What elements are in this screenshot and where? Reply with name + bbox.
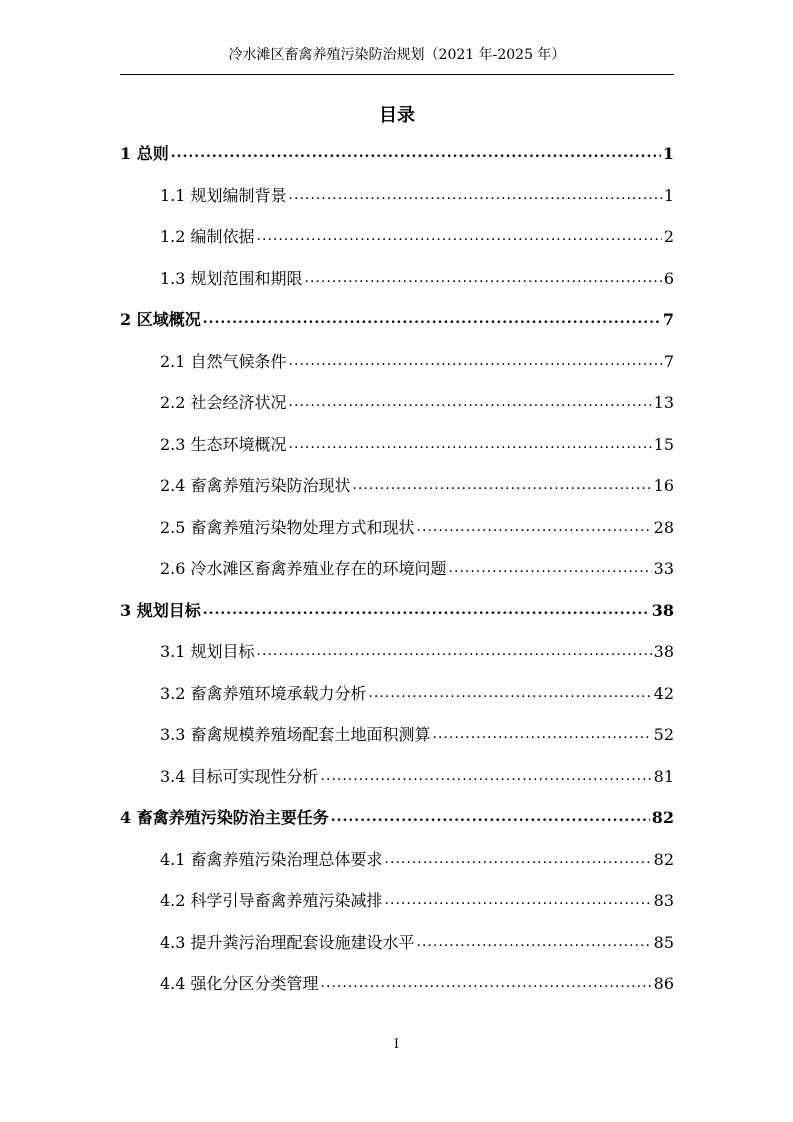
toc-entry-label: 4.2 科学引导畜禽养殖污染减排	[160, 891, 383, 910]
toc-entry-page: 6	[663, 269, 674, 288]
toc-entry-label: 2.2 社会经济状况	[160, 393, 287, 412]
toc-section-entry[interactable]	[160, 516, 674, 540]
toc-dot-leader	[171, 141, 661, 165]
toc-dot-leader	[203, 598, 650, 622]
toc-entry-label: 1 总则	[120, 144, 169, 163]
toc-dot-leader	[289, 390, 652, 414]
toc-entry-page: 7	[663, 352, 674, 371]
toc-entry-label: 3.1 规划目标	[160, 642, 255, 661]
toc-section-entry[interactable]	[160, 184, 674, 208]
toc-entry-page: 82	[653, 850, 674, 869]
toc-dot-leader	[353, 473, 652, 497]
toc-section-entry[interactable]	[160, 474, 674, 498]
toc-entry-label: 2.1 自然气候条件	[160, 352, 287, 371]
toc-entry-label: 2 区域概况	[120, 310, 201, 329]
toc-section-entry[interactable]	[160, 433, 674, 457]
toc-chapter-entry[interactable]	[120, 308, 674, 332]
toc-dot-leader	[257, 639, 652, 663]
toc-entry-page: 13	[653, 393, 674, 412]
toc-dot-leader	[289, 183, 662, 207]
toc-dot-leader	[321, 971, 652, 995]
toc-entry-page: 1	[662, 144, 674, 163]
toc-entry-label: 1.3 规划范围和期限	[160, 269, 303, 288]
toc-section-entry[interactable]	[160, 765, 674, 789]
toc-chapter-entry[interactable]	[120, 806, 674, 830]
toc-entry-page: 1	[663, 186, 674, 205]
toc-section-entry[interactable]	[160, 682, 674, 706]
toc-dot-leader	[203, 307, 661, 331]
toc-section-entry[interactable]	[160, 848, 674, 872]
toc-entry-label: 4.3 提升粪污治理配套设施建设水平	[160, 933, 415, 952]
toc-dot-leader	[433, 722, 652, 746]
toc-section-entry[interactable]	[160, 723, 674, 747]
toc-entry-label: 3 规划目标	[120, 601, 201, 620]
toc-dot-leader	[385, 847, 652, 871]
toc-entry-label: 3.3 畜禽规模养殖场配套土地面积测算	[160, 725, 431, 744]
toc-dot-leader	[449, 556, 652, 580]
toc-entry-page: 81	[653, 767, 674, 786]
toc-dot-leader	[257, 224, 662, 248]
toc-dot-leader	[331, 805, 650, 829]
toc-dot-leader	[417, 515, 652, 539]
toc-entry-label: 2.5 畜禽养殖污染物处理方式和现状	[160, 518, 415, 537]
toc-entry-label: 1.2 编制依据	[160, 227, 255, 246]
toc-entry-page: 42	[653, 684, 674, 703]
toc-dot-leader	[417, 930, 652, 954]
toc-dot-leader	[289, 349, 662, 373]
toc-section-entry[interactable]	[160, 557, 674, 581]
toc-entry-label: 1.1 规划编制背景	[160, 186, 287, 205]
header-rule	[120, 74, 674, 75]
toc-entry-page: 38	[653, 642, 674, 661]
toc-dot-leader	[369, 681, 652, 705]
toc-entry-page: 7	[662, 310, 674, 329]
toc-entry-page: 83	[653, 891, 674, 910]
toc-dot-leader	[289, 432, 652, 456]
toc-entry-label: 2.4 畜禽养殖污染防治现状	[160, 476, 351, 495]
toc-dot-leader	[385, 888, 652, 912]
toc-entry-label: 4 畜禽养殖污染防治主要任务	[120, 808, 329, 827]
toc-entry-label: 4.4 强化分区分类管理	[160, 974, 319, 993]
toc-entry-label: 4.1 畜禽养殖污染治理总体要求	[160, 850, 383, 869]
toc-section-entry[interactable]	[160, 931, 674, 955]
toc-entry-page: 2	[663, 227, 674, 246]
toc-entry-page: 28	[653, 518, 674, 537]
page-header: 冷水滩区畜禽养殖污染防治规划（2021 年-2025 年）	[228, 47, 566, 63]
toc-entry-page: 85	[653, 933, 674, 952]
toc-entry-label: 3.2 畜禽养殖环境承载力分析	[160, 684, 367, 703]
toc-entry-page: 38	[651, 601, 674, 620]
toc-chapter-entry[interactable]	[120, 142, 674, 166]
toc-entry-page: 16	[653, 476, 674, 495]
toc-section-entry[interactable]	[160, 225, 674, 249]
toc-section-entry[interactable]	[160, 267, 674, 291]
toc-dot-leader	[321, 764, 652, 788]
toc-entry-page: 86	[653, 974, 674, 993]
toc-title: 目录	[379, 105, 415, 126]
toc-entry-label: 3.4 目标可实现性分析	[160, 767, 319, 786]
toc-entry-page: 82	[651, 808, 674, 827]
toc-entry-page: 52	[653, 725, 674, 744]
toc-section-entry[interactable]	[160, 391, 674, 415]
page-number: I	[393, 1037, 400, 1052]
toc-section-entry[interactable]	[160, 972, 674, 996]
toc-section-entry[interactable]	[160, 640, 674, 664]
toc-section-entry[interactable]	[160, 889, 674, 913]
toc-entry-page: 33	[653, 559, 674, 578]
toc-dot-leader	[305, 266, 662, 290]
toc-entry-page: 15	[653, 435, 674, 454]
toc-entry-label: 2.3 生态环境概况	[160, 435, 287, 454]
toc-chapter-entry[interactable]	[120, 599, 674, 623]
toc-section-entry[interactable]	[160, 350, 674, 374]
toc-entry-label: 2.6 冷水滩区畜禽养殖业存在的环境问题	[160, 559, 447, 578]
